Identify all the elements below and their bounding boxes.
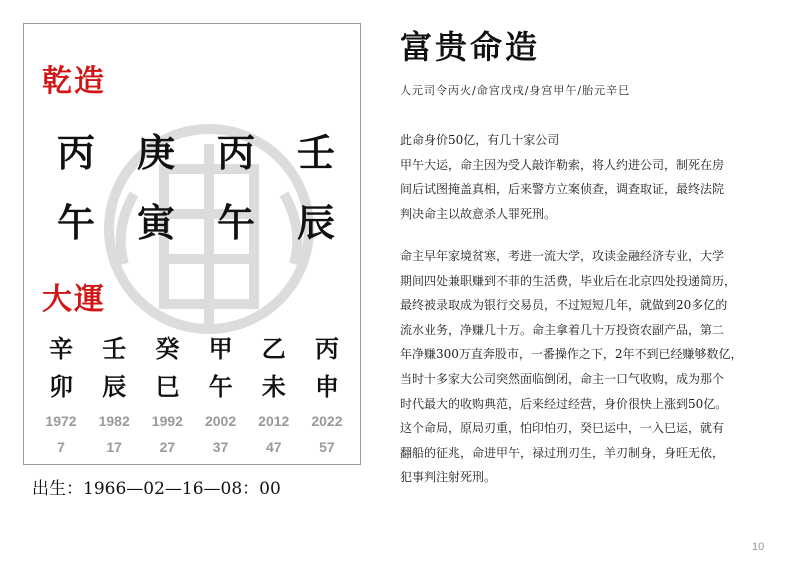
text-line: 时代最大的收购典范，后来经过经营，身价很快上涨到50亿。 [400,396,728,411]
dayun-stem: 丙 [314,334,339,363]
dayun-stem: 甲 [208,334,233,363]
text-line: 此命身价50亿，有几十家公司 [400,133,560,147]
article-subtitle: 人元司令丙火/命宫戊戌/身宫甲午/胎元辛巳 [400,84,631,97]
stem-year: 丙 [56,130,95,175]
dayun-age: 17 [106,439,122,455]
dayun-branch: 午 [208,372,233,401]
dayun-year: 2012 [258,413,290,429]
page-number: 10 [752,541,765,553]
article-paragraph-1 [400,128,788,226]
dayun-age: 57 [319,439,335,455]
text-line: 翻船的征兆，命进甲午，禄过刑刃生，羊刃制身，身旺无依， [400,445,725,460]
stem-hour: 壬 [296,130,335,175]
dayun-stem: 乙 [261,334,286,363]
text-line: 命主早年家境贫寒，考进一流大学，攻读金融经济专业，大学 [400,249,725,263]
qianzao-heading: 乾造 [42,64,106,99]
dayun-branch: 卯 [49,372,73,401]
article-paragraph-2 [400,244,788,490]
dayun-age: 37 [212,439,229,455]
dayun-years [36,413,352,429]
text-line: 年净赚300万直奔股市，一番操作之下，2年不到已经赚够数亿， [400,347,743,362]
dayun-age: 27 [159,439,176,455]
text-line: 这个命局，原局刃重，怕印怕刃，癸巳运中，一入巳运，就有 [400,421,725,436]
dayun-branch: 巳 [155,372,180,401]
text-line: 最终被录取成为银行交易员，不过短短几年，就做到20多亿的 [400,298,728,313]
stem-month: 庚 [136,130,175,175]
dayun-stem: 壬 [102,334,127,363]
bazi-chart-card [23,23,361,465]
dayun-year: 2002 [204,413,237,429]
dayun-branch: 辰 [102,372,127,401]
dayun-branches [36,367,352,402]
dayun-year: 1972 [45,413,77,429]
branch-hour: 辰 [296,200,335,245]
dayun-year: 1982 [98,413,130,429]
dayun-year: 1992 [151,413,183,429]
text-line: 判决命主以故意杀人罪死刑。 [400,206,557,221]
dayun-year: 2022 [311,413,343,429]
dayun-age: 47 [265,439,282,455]
text-line: 犯事判注射死刑。 [400,470,497,485]
text-line: 甲午大运，命主因为受人敲诈勒索，将人约进公司，制死在房 [400,157,725,172]
dayun-stem: 辛 [49,334,73,363]
text-line: 流水业务，净赚几十万。命主拿着几十万投资农副产品，第二 [400,322,725,337]
text-line: 期间四处兼职赚到不菲的生活费，毕业后在北京四处投递简历， [400,273,737,288]
article-title: 富贵命造 [400,28,541,66]
branch-day: 午 [216,200,255,245]
branch-year: 午 [56,200,95,245]
text-line: 间后试图掩盖真相，后来警方立案侦查，调查取证，最终法院 [400,182,725,197]
text-line: 当时十多家大公司突然面临倒闭，命主一口气收购，成为那个 [400,371,725,386]
dayun-ages [36,439,352,455]
birth-datetime: 出生：1966—02—16—08：00 [32,479,281,499]
dayun-branch: 未 [261,372,286,401]
dayun-stems [36,329,352,364]
branch-month: 寅 [136,200,175,245]
pillar-stems [46,122,346,177]
stem-day: 丙 [216,130,255,175]
dayun-branch: 申 [314,372,339,401]
dayun-heading: 大運 [42,282,106,317]
pillar-branches [46,192,346,247]
dayun-age: 7 [57,439,65,455]
dayun-stem: 癸 [155,334,180,363]
